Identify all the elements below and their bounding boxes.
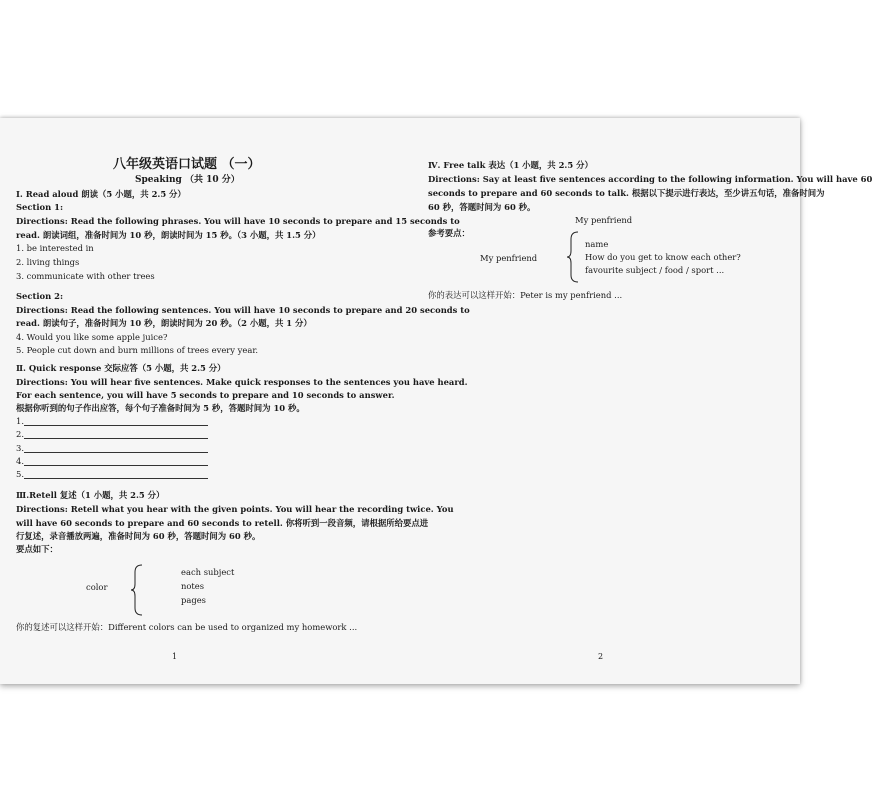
answer-blank-line[interactable] <box>24 438 208 439</box>
answer-blank-line[interactable] <box>24 452 208 453</box>
list-item: 5. People cut down and burn millions of trees every year. <box>16 345 259 355</box>
part3-heading: Ⅲ.Retell 复述（1 小题，共 2.5 分） <box>16 490 165 500</box>
part4-directions-line1: Directions: Say at least five sentences according to the following information. You will have 60 <box>428 174 872 184</box>
answer-blank-label: 5. <box>16 469 24 479</box>
answer-blank-label: 1. <box>16 416 24 426</box>
points-label: 要点如下： <box>16 544 58 554</box>
section2-directions-line1: Directions: Read the following sentences. You will have 10 seconds to prepare and 20 seconds to <box>16 305 470 315</box>
part2-directions-line3: 根据你听到的句子作出应答，每个句子准备时间为 5 秒，答题时间为 10 秒。 <box>16 403 305 413</box>
answer-blank-label: 4. <box>16 456 24 466</box>
part2-directions-line1: Directions: You will hear five sentences. Make quick responses to the sentences you have heard. <box>16 377 468 387</box>
answer-blank-line[interactable] <box>24 425 208 426</box>
mindmap-point: favourite subject / food / sport ... <box>585 265 725 275</box>
page-subtitle: Speaking （共 10 分） <box>135 175 240 185</box>
answer-blank-line[interactable] <box>24 478 208 479</box>
mindmap-point: notes <box>181 581 205 591</box>
section2-directions-line2: read. 朗读句子，准备时间为 10 秒，朗读时间为 20 秒。（2 小题，共 1 分） <box>16 318 312 328</box>
part4-directions-line3: 60 秒，答题时间为 60 秒。 <box>428 202 536 212</box>
mindmap-top-label: My penfriend <box>575 215 633 225</box>
part3-directions-line2: will have 60 seconds to prepare and 60 seconds to retell. 你将听到一段音频，请根据所给要点进 <box>16 518 429 528</box>
section2-heading: Section 2: <box>16 291 64 301</box>
retell-start: 你的复述可以这样开始：Different colors can be used to organized my homework ... <box>16 622 358 632</box>
part2-directions-line2: For each sentence, you will have 5 seconds to prepare and 10 seconds to answer. <box>16 390 395 400</box>
part4-heading: Ⅳ. Free talk 表达（1 小题，共 2.5 分） <box>428 160 593 170</box>
section1-heading: Section 1: <box>16 202 64 212</box>
mindmap-center-word: My penfriend <box>480 253 538 263</box>
mindmap-point: name <box>585 239 609 249</box>
page-title: 八年级英语口试题 （一） <box>113 157 261 172</box>
page-2 <box>400 118 872 684</box>
mindmap-point: each subject <box>181 567 235 577</box>
left-brace-icon <box>566 231 580 283</box>
list-item: 1. be interested in <box>16 243 94 253</box>
list-item: 4. Would you like some apple juice? <box>16 332 168 342</box>
part3-directions-line1: Directions: Retell what you hear with the given points. You will hear the recording twice. You <box>16 504 454 514</box>
list-item: 3. communicate with other trees <box>16 271 155 281</box>
exam-spread <box>0 118 872 684</box>
part2-heading: Ⅱ. Quick response 交际应答（5 小题，共 2.5 分） <box>16 363 226 373</box>
answer-blank-label: 3. <box>16 443 24 453</box>
section1-directions-line1: Directions: Read the following phrases. You will have 10 seconds to prepare and 15 seconds to <box>16 216 460 226</box>
answer-blank-line[interactable] <box>24 465 208 466</box>
list-item: 2. living things <box>16 257 80 267</box>
answer-blank-label: 2. <box>16 429 24 439</box>
page-number: 1 <box>172 652 178 661</box>
free-talk-start: 你的表达可以这样开始：Peter is my penfriend ... <box>428 290 623 300</box>
part4-directions-line2: seconds to prepare and 60 seconds to talk. 根据以下提示进行表达，至少讲五句话，准备时间为 <box>428 188 825 198</box>
mindmap-center-word: color <box>86 582 108 592</box>
page-number: 2 <box>598 652 604 661</box>
section1-directions-line2: read. 朗读词组，准备时间为 10 秒，朗读时间为 15 秒。（3 小题，共 1.5 分） <box>16 230 321 240</box>
reference-points-label: 参考要点： <box>428 228 470 238</box>
mindmap-point: pages <box>181 595 206 605</box>
left-brace-icon <box>130 564 144 616</box>
part1-heading: Ⅰ. Read aloud 朗读（5 小题，共 2.5 分） <box>16 189 186 199</box>
part3-directions-line3: 行复述，录音播放两遍，准备时间为 60 秒，答题时间为 60 秒。 <box>16 531 261 541</box>
mindmap-point: How do you get to know each other? <box>585 252 741 262</box>
